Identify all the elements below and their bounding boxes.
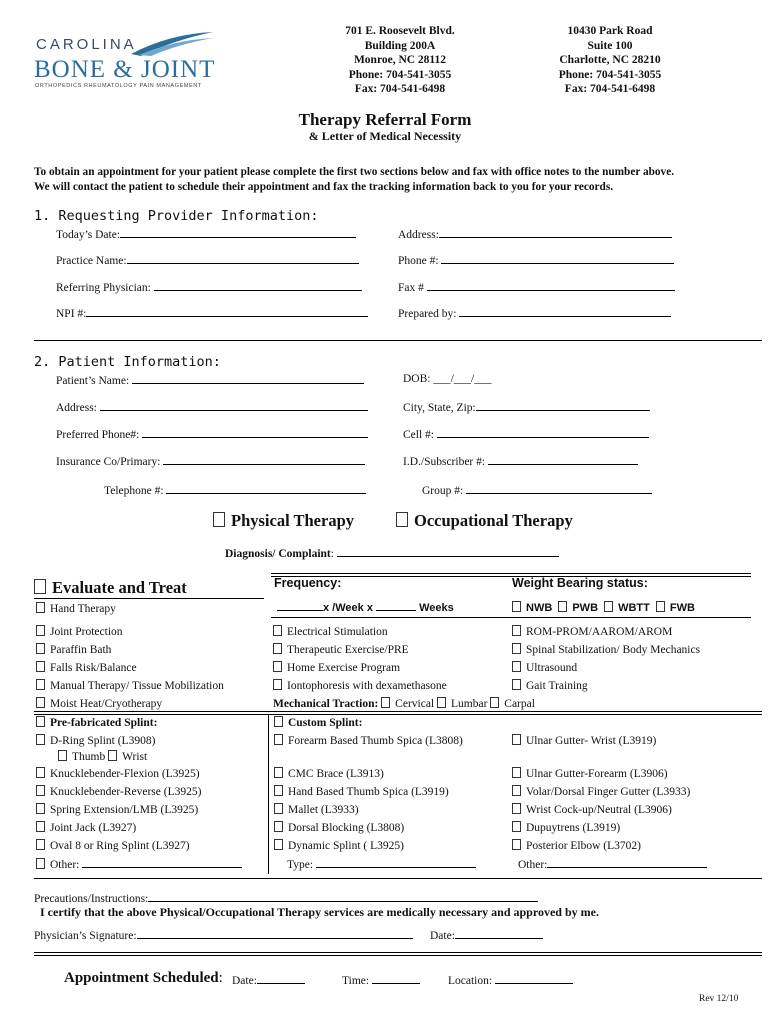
checkbox-icon [274,839,283,850]
appointment-location-field[interactable] [448,973,573,987]
patient-name-field[interactable] [56,373,364,387]
service-label: Electrical Stimulation [287,626,388,638]
checkbox-icon [274,785,283,796]
traction-label: Mechanical Traction: [273,698,379,710]
service-label: Gait Training [526,680,588,692]
weeks-label: Weeks [419,602,454,614]
checkbox-icon [273,625,282,636]
instructions-line2: We will contact the patient to schedule their appointment and fax the tracking information back to you for your records. [34,181,614,193]
logo-tagline: ORTHOPEDICS RHEUMATOLOGY PAIN MANAGEMENT [35,83,202,89]
time-label: Time: [342,975,370,987]
service-checkbox[interactable] [36,625,123,638]
splint-label: Forearm Based Thumb Spica (L3808) [288,735,463,747]
group-label: Group #: [422,485,464,497]
checkbox-icon [512,821,521,832]
evaluate-treat-label: Evaluate and Treat [52,578,187,597]
form-subtitle: & Letter of Medical Necessity [308,129,462,143]
insurance-label: Insurance Co/Primary: [56,456,161,468]
service-label: Falls Risk/Balance [50,662,137,674]
telephone-field[interactable] [104,483,366,497]
checkbox-icon [558,601,567,612]
logo-line1: CAROLINA [36,36,137,53]
service-label: Spinal Stabilization/ Body Mechanics [526,644,701,656]
subscriber-field[interactable] [403,454,638,468]
weight-bearing-label: Weight Bearing status: [512,576,648,590]
splint-label: Wrist Cock-up/Neutral (L3906) [526,804,672,816]
npi-label: NPI #: [56,308,87,320]
checkbox-icon [381,697,390,708]
checkbox-icon [36,643,45,654]
subscriber-label: I.D./Subscriber #: [403,456,486,468]
checkbox-icon [512,839,521,850]
service-checkbox[interactable] [273,679,447,692]
splint-label: Spring Extension/LMB (L3925) [50,804,199,816]
service-label: Therapeutic Exercise/PRE [287,644,409,656]
checkbox-icon [36,858,45,869]
fax-field[interactable] [398,280,675,294]
thumb-label: Thumb [72,751,106,763]
splint-checkbox[interactable] [36,767,200,780]
service-checkbox[interactable] [36,643,111,656]
occupational-therapy-checkbox[interactable] [396,511,573,531]
splint-checkbox[interactable] [512,803,672,816]
splint-label: Knucklebender-Flexion (L3925) [50,768,200,780]
checkbox-icon [490,697,499,708]
carpal-checkbox[interactable] [490,698,535,710]
checkbox-icon [36,785,45,796]
frequency-bottom-rule [271,617,751,618]
office2-phone: Phone: 704-541-3055 [558,68,662,81]
splint-checkbox[interactable] [36,785,201,798]
checkbox-icon [656,601,665,612]
address-field[interactable] [398,227,672,241]
prepared-by-field[interactable] [398,306,671,320]
address-label: Address: [398,229,439,241]
checkbox-icon [512,643,521,654]
splint-divider [268,714,269,874]
checkbox-icon [274,767,283,778]
service-label: Joint Protection [50,626,123,638]
checkbox-icon [274,716,283,727]
frequency-top-rule [271,573,751,577]
todays-date-field[interactable] [56,227,356,241]
evaluate-underline [34,598,264,599]
type-label: Type: [287,859,314,871]
pwb-label: PWB [572,602,599,614]
checkbox-icon [274,803,283,814]
appointment-time-field[interactable] [342,973,420,987]
patient-name-label: Patient’s Name: [56,375,130,387]
checkbox-icon [36,602,45,613]
office1-street: 701 E. Roosevelt Blvd. [345,25,455,37]
section2-heading: 2. Patient Information: [34,354,221,370]
logo [34,30,216,94]
checkbox-icon [512,767,521,778]
checkbox-icon [274,734,283,745]
type-field[interactable] [287,857,476,871]
checkbox-icon [36,821,45,832]
preferred-phone-field[interactable] [56,427,368,441]
wbtt-label: WBTT [618,602,650,614]
precautions-label: Precautions/Instructions: [34,893,149,905]
checkbox-icon [512,661,521,672]
mechanical-traction-row [273,697,535,710]
splint-checkbox[interactable] [274,734,463,747]
splint-label: Mallet (L3933) [288,804,359,816]
precautions-field[interactable] [34,891,538,905]
checkbox-icon [58,750,67,761]
thumb-checkbox[interactable] [58,751,105,763]
insurance-field[interactable] [56,454,365,468]
checkbox-icon [396,512,408,527]
custom-splint-checkbox[interactable] [274,716,362,729]
custom-splint-label: Custom Splint: [288,717,363,729]
form-title: Therapy Referral Form [298,110,472,129]
service-checkbox[interactable] [273,625,388,638]
diagnosis-field[interactable]: Diagnosis/ Complaint: [225,546,559,560]
appt-date-label: Date: [232,975,257,987]
npi-field[interactable] [56,306,368,320]
checkbox-icon [512,679,521,690]
city-state-zip-label: City, State, Zip: [403,402,476,414]
service-label: Iontophoresis with dexamethasone [287,680,447,692]
location-label: Location: [448,975,493,987]
frequency-label: Frequency: [274,576,342,590]
dring-options [58,750,147,763]
splint-label: Posterior Elbow (L3702) [526,840,641,852]
lumbar-checkbox[interactable] [437,698,487,710]
office1-phone: Phone: 704-541-3055 [348,68,452,81]
checkbox-icon [273,679,282,690]
prepared-by-label: Prepared by: [398,308,457,320]
frequency-field[interactable] [277,600,454,614]
cervical-label: Cervical [395,698,435,710]
checkbox-icon [273,643,282,654]
preferred-phone-label: Preferred Phone#: [56,429,140,441]
office1-building: Building 200A [364,39,436,52]
city-state-zip-field[interactable] [403,400,650,414]
checkbox-icon [512,601,521,612]
section-divider [34,340,762,341]
splint-label: Ulnar Gutter-Forearm (L3906) [526,768,668,780]
checkbox-icon [36,697,45,708]
checkbox-icon [36,803,45,814]
checkbox-icon [512,734,521,745]
group-field[interactable] [422,483,652,497]
splint-checkbox[interactable] [36,839,190,852]
service-label: Paraffin Bath [50,644,112,656]
x-week-label: x /Week x [323,602,373,614]
checkbox-icon [36,661,45,672]
lumbar-label: Lumbar [451,698,488,710]
checkbox-icon [36,839,45,850]
date-label: Date: [430,930,455,942]
checkbox-icon [213,512,225,527]
office2-fax: Fax: 704-541-6498 [564,83,656,95]
office-monroe [325,24,475,97]
splint-checkbox[interactable] [274,821,404,834]
phone-label: Phone #: [398,255,439,267]
checkbox-icon [273,661,282,672]
dring-checkbox[interactable] [36,734,155,747]
evaluate-treat-checkbox[interactable] [34,578,187,598]
wbtt-checkbox[interactable] [601,602,650,614]
service-checkbox[interactable] [273,661,400,674]
checkbox-icon [437,697,446,708]
signature-field[interactable] [34,928,413,942]
revision: Rev 12/10 [699,994,739,1004]
patient-address-label: Address: [56,402,97,414]
splint-top-rule [34,711,762,715]
service-label: Home Exercise Program [287,662,401,674]
weight-bearing-options [512,601,695,614]
diagnosis-label: Diagnosis/ Complaint [225,548,331,560]
splint-checkbox[interactable] [274,767,384,780]
checkbox-icon [36,734,45,745]
splint-checkbox[interactable] [512,734,656,747]
appointment-scheduled: Appointment Scheduled: [64,970,223,986]
physical-therapy-label: Physical Therapy [231,511,355,530]
logo-swoosh-icon [129,30,214,56]
dring-label: D-Ring Splint (L3908) [50,735,156,747]
service-checkbox[interactable] [36,661,137,674]
logo-line2: BONE & JOINT [34,56,216,83]
service-label: ROM-PROM/AAROM/AROM [526,626,673,638]
checkbox-icon [36,679,45,690]
todays-date-label: Today’s Date: [56,229,121,241]
pwb-checkbox[interactable] [555,602,598,614]
checkbox-icon [274,821,283,832]
practice-name-label: Practice Name: [56,255,127,267]
referring-physician-label: Referring Physician: [56,282,151,294]
other-label: Other: [518,859,548,871]
carpal-label: Carpal [504,698,535,710]
fwb-checkbox[interactable] [653,602,695,614]
checkbox-icon [604,601,613,612]
splint-bottom-rule [34,878,762,879]
service-checkbox[interactable] [36,602,116,615]
dob-field[interactable]: DOB: ___/___/___ [403,373,492,385]
checkbox-icon [36,767,45,778]
service-label: Moist Heat/Cryotherapy [50,698,163,710]
cell-label: Cell #: [403,429,434,441]
service-checkbox[interactable] [36,679,224,692]
checkbox-icon [36,716,45,727]
appointment-label: Appointment Scheduled [64,970,219,986]
signature-label: Physician’s Signature: [34,930,137,942]
other-splint-field-3[interactable] [518,857,707,871]
other-splint-field[interactable] [36,857,242,871]
splint-label: Volar/Dorsal Finger Gutter (L3933) [526,786,691,798]
occupational-therapy-label: Occupational Therapy [414,511,573,530]
certify-statement: I certify that the above Physical/Occupational Therapy services are medically necessary and approved by me. [40,905,599,919]
splint-checkbox[interactable] [274,785,449,798]
physical-therapy-checkbox[interactable] [213,511,354,531]
checkbox-icon [108,750,117,761]
wrist-checkbox[interactable] [108,751,147,763]
office1-fax: Fax: 704-541-6498 [354,83,446,95]
service-checkbox[interactable] [512,661,577,674]
service-checkbox[interactable] [512,679,588,692]
phone-field[interactable] [398,253,674,267]
office2-suite: Suite 100 [587,39,633,52]
service-label: Hand Therapy [50,603,116,615]
practice-name-field[interactable] [56,253,359,267]
checkbox-icon [34,579,46,594]
other-label: Other: [50,859,80,871]
instructions [34,165,764,195]
section1-heading: 1. Requesting Provider Information: [34,208,319,224]
office2-city: Charlotte, NC 28210 [559,54,661,66]
wrist-label: Wrist [122,751,148,763]
splint-label: Knucklebender-Reverse (L3925) [50,786,202,798]
splint-checkbox[interactable] [36,803,198,816]
referring-physician-field[interactable] [56,280,362,294]
telephone-label: Telephone #: [104,485,164,497]
footer-rule [34,952,762,956]
splint-checkbox[interactable] [512,767,668,780]
splint-checkbox[interactable] [274,803,359,816]
splint-label: Dorsal Blocking (L3808) [288,822,405,834]
splint-checkbox[interactable] [512,839,641,852]
fax-label: Fax # [398,282,424,294]
splint-label: Oval 8 or Ring Splint (L3927) [50,840,190,852]
patient-address-field[interactable] [56,400,368,414]
splint-label: Hand Based Thumb Spica (L3919) [288,786,449,798]
nwb-label: NWB [526,602,553,614]
service-label: Manual Therapy/ Tissue Mobilization [50,680,224,692]
signature-date-field[interactable] [430,928,543,942]
checkbox-icon [512,625,521,636]
cell-field[interactable] [403,427,649,441]
checkbox-icon [512,785,521,796]
cervical-checkbox[interactable] [381,698,434,710]
service-checkbox[interactable] [273,643,409,656]
prefab-splint-label: Pre-fabricated Splint: [50,717,158,729]
splint-checkbox[interactable] [36,821,136,834]
splint-label: CMC Brace (L3913) [288,768,384,780]
splint-checkbox[interactable] [512,785,690,798]
service-label: Ultrasound [526,662,578,674]
instructions-line1: To obtain an appointment for your patient please complete the first two sections below and fax with office notes to the number above. [34,166,675,178]
checkbox-icon [512,803,521,814]
nwb-checkbox[interactable] [512,602,552,614]
office-charlotte [535,24,685,97]
fwb-label: FWB [669,602,695,614]
service-checkbox[interactable] [512,643,700,656]
service-checkbox[interactable] [36,697,162,710]
splint-label: Joint Jack (L3927) [50,822,137,834]
prefab-splint-checkbox[interactable] [36,716,157,729]
service-checkbox[interactable] [512,625,672,638]
splint-label: Dynamic Splint ( L3925) [288,840,404,852]
splint-checkbox[interactable] [274,839,404,852]
office1-city: Monroe, NC 28112 [353,54,447,66]
splint-checkbox[interactable] [512,821,620,834]
checkbox-icon [36,625,45,636]
appointment-date-field[interactable] [232,973,305,987]
splint-label: Dupuytrens (L3919) [526,822,621,834]
splint-label: Ulnar Gutter- Wrist (L3919) [526,735,657,747]
office2-street: 10430 Park Road [567,25,653,37]
